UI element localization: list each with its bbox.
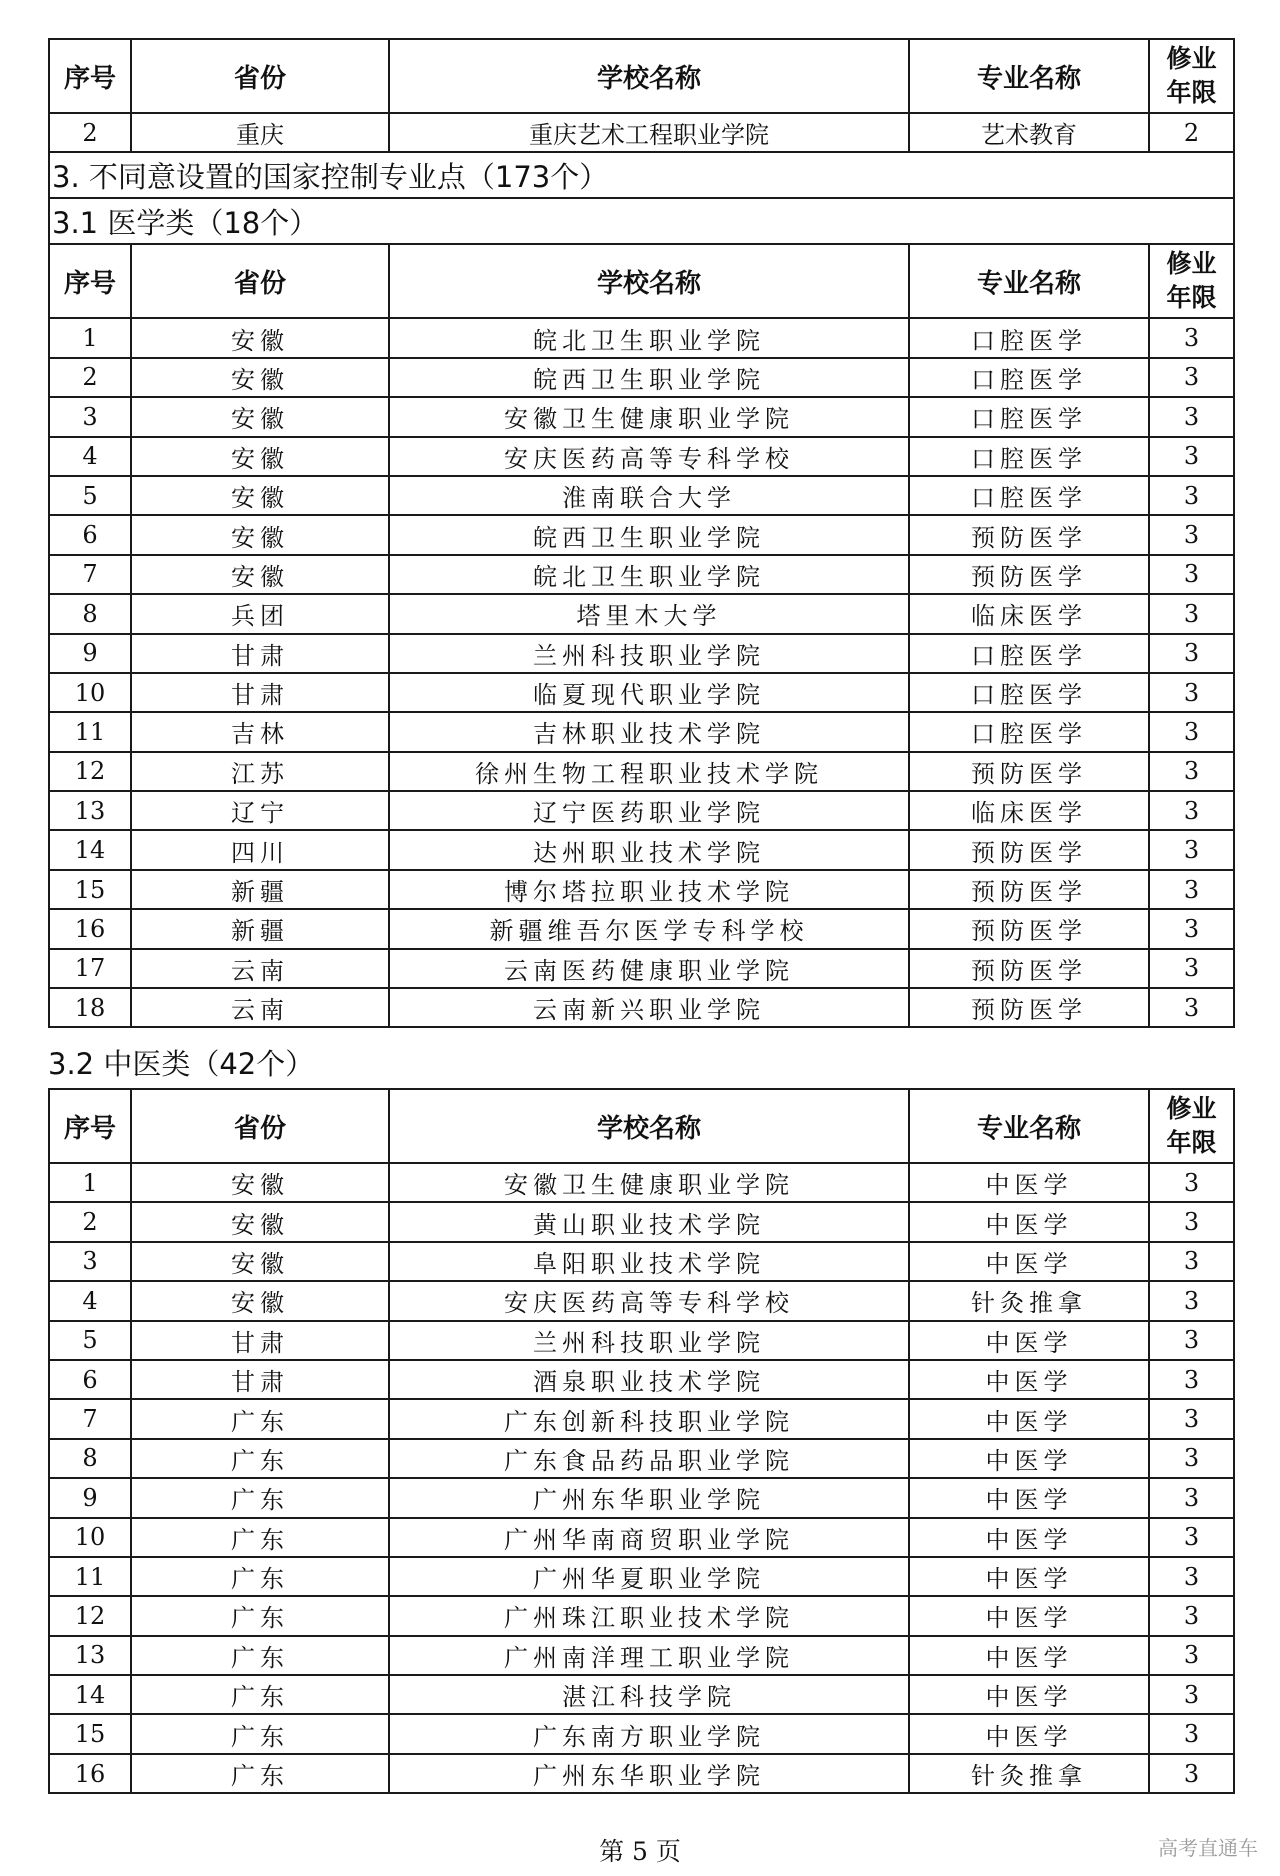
cell-major: 中医学 bbox=[909, 1478, 1149, 1517]
cell-province: 安徽 bbox=[131, 437, 389, 476]
header-school: 学校名称 bbox=[389, 1089, 909, 1163]
table-row bbox=[49, 752, 1234, 791]
cell-school: 徐州生物工程职业技术学院 bbox=[389, 752, 909, 791]
cell-no: 8 bbox=[49, 1439, 131, 1478]
cell-school: 广州东华职业学院 bbox=[389, 1754, 909, 1793]
cell-no: 17 bbox=[49, 949, 131, 988]
table-row bbox=[49, 673, 1234, 712]
cell-years: 3 bbox=[1149, 1596, 1234, 1635]
cell-no: 1 bbox=[49, 318, 131, 357]
cell-years: 3 bbox=[1149, 1439, 1234, 1478]
cell-school: 辽宁医药职业学院 bbox=[389, 791, 909, 830]
cell-years: 3 bbox=[1149, 830, 1234, 869]
cell-school: 广州华南商贸职业学院 bbox=[389, 1518, 909, 1557]
header-major: 专业名称 bbox=[909, 244, 1149, 318]
table-row bbox=[49, 1439, 1234, 1478]
cell-major: 中医学 bbox=[909, 1518, 1149, 1557]
cell-major: 预防医学 bbox=[909, 752, 1149, 791]
cell-major: 口腔医学 bbox=[909, 318, 1149, 357]
cell-years: 3 bbox=[1149, 1281, 1234, 1320]
cell-years: 3 bbox=[1149, 712, 1234, 751]
cell-school: 皖北卫生职业学院 bbox=[389, 318, 909, 357]
cell-no: 15 bbox=[49, 870, 131, 909]
table-row bbox=[49, 1321, 1234, 1360]
cell-province: 安徽 bbox=[131, 515, 389, 554]
cell-school: 兰州科技职业学院 bbox=[389, 634, 909, 673]
cell-school: 新疆维吾尔医学专科学校 bbox=[389, 909, 909, 948]
cell-province: 安徽 bbox=[131, 358, 389, 397]
cell-province: 广东 bbox=[131, 1675, 389, 1714]
cell-no: 5 bbox=[49, 476, 131, 515]
header-years: 修业 年限 bbox=[1149, 244, 1234, 318]
cell-school: 云南新兴职业学院 bbox=[389, 988, 909, 1027]
cell-major: 预防医学 bbox=[909, 515, 1149, 554]
cell-no: 1 bbox=[49, 1163, 131, 1202]
cell-years: 3 bbox=[1149, 673, 1234, 712]
cell-province: 安徽 bbox=[131, 1281, 389, 1320]
cell-no: 6 bbox=[49, 1360, 131, 1399]
cell-years: 3 bbox=[1149, 791, 1234, 830]
cell-major: 针灸推拿 bbox=[909, 1754, 1149, 1793]
cell-years: 3 bbox=[1149, 1163, 1234, 1202]
cell-school: 广东创新科技职业学院 bbox=[389, 1399, 909, 1438]
cell-years: 3 bbox=[1149, 1399, 1234, 1438]
cell-years: 3 bbox=[1149, 988, 1234, 1027]
cell-province: 安徽 bbox=[131, 318, 389, 357]
cell-major: 预防医学 bbox=[909, 555, 1149, 594]
table-row bbox=[49, 1202, 1234, 1241]
cell-province: 广东 bbox=[131, 1636, 389, 1675]
table-row bbox=[49, 634, 1234, 673]
table-row bbox=[49, 988, 1234, 1027]
table-row bbox=[49, 1636, 1234, 1675]
cell-province: 广东 bbox=[131, 1399, 389, 1438]
cell-no: 3 bbox=[49, 1242, 131, 1281]
cell-years: 3 bbox=[1149, 1478, 1234, 1517]
table-row bbox=[49, 1596, 1234, 1635]
cell-major: 中医学 bbox=[909, 1360, 1149, 1399]
cell-years: 3 bbox=[1149, 870, 1234, 909]
header-province: 省份 bbox=[131, 244, 389, 318]
cell-school: 广东南方职业学院 bbox=[389, 1714, 909, 1753]
header-school: 学校名称 bbox=[389, 39, 909, 113]
cell-major: 中医学 bbox=[909, 1202, 1149, 1241]
table-row bbox=[49, 1754, 1234, 1793]
cell-years: 3 bbox=[1149, 634, 1234, 673]
table-row bbox=[49, 909, 1234, 948]
cell-province: 新疆 bbox=[131, 870, 389, 909]
cell-no: 12 bbox=[49, 752, 131, 791]
table-row bbox=[49, 1281, 1234, 1320]
cell-years: 3 bbox=[1149, 1714, 1234, 1753]
table-row bbox=[49, 318, 1234, 357]
cell-province: 广东 bbox=[131, 1478, 389, 1517]
table-row bbox=[49, 1557, 1234, 1596]
cell-school: 广州南洋理工职业学院 bbox=[389, 1636, 909, 1675]
header-no: 序号 bbox=[49, 1089, 131, 1163]
table-header-row bbox=[49, 1089, 1234, 1163]
cell-years: 3 bbox=[1149, 1321, 1234, 1360]
cell-years: 3 bbox=[1149, 909, 1234, 948]
cell-no: 10 bbox=[49, 1518, 131, 1557]
cell-province: 新疆 bbox=[131, 909, 389, 948]
table-row bbox=[49, 1242, 1234, 1281]
header-years: 修业 年限 bbox=[1149, 39, 1234, 113]
cell-no: 13 bbox=[49, 1636, 131, 1675]
cell-years: 3 bbox=[1149, 318, 1234, 357]
cell-school: 广东食品药品职业学院 bbox=[389, 1439, 909, 1478]
table-row bbox=[49, 1518, 1234, 1557]
cell-years: 3 bbox=[1149, 476, 1234, 515]
section-3-1-title: 3.1 医学类（18个） bbox=[49, 198, 1234, 244]
table-row bbox=[49, 712, 1234, 751]
table-row bbox=[49, 476, 1234, 515]
cell-no: 14 bbox=[49, 1675, 131, 1714]
cell-no: 7 bbox=[49, 555, 131, 594]
cell-major: 口腔医学 bbox=[909, 437, 1149, 476]
cell-school: 广州珠江职业技术学院 bbox=[389, 1596, 909, 1635]
cell-years: 3 bbox=[1149, 555, 1234, 594]
cell-province: 四川 bbox=[131, 830, 389, 869]
header-major: 专业名称 bbox=[909, 1089, 1149, 1163]
table-header-row bbox=[49, 244, 1234, 318]
cell-no: 6 bbox=[49, 515, 131, 554]
cell-major: 中医学 bbox=[909, 1675, 1149, 1714]
table-row bbox=[49, 594, 1234, 633]
cell-major: 口腔医学 bbox=[909, 634, 1149, 673]
watermark: 高考直通车 bbox=[1158, 1836, 1258, 1860]
cell-school: 安庆医药高等专科学校 bbox=[389, 1281, 909, 1320]
medical-table bbox=[48, 38, 1235, 1028]
cell-major: 中医学 bbox=[909, 1399, 1149, 1438]
cell-years: 3 bbox=[1149, 437, 1234, 476]
cell-major: 预防医学 bbox=[909, 988, 1149, 1027]
cell-province: 广东 bbox=[131, 1596, 389, 1635]
cell-major: 预防医学 bbox=[909, 909, 1149, 948]
cell-no: 9 bbox=[49, 634, 131, 673]
cell-province: 兵团 bbox=[131, 594, 389, 633]
table-row bbox=[49, 1675, 1234, 1714]
header-school: 学校名称 bbox=[389, 244, 909, 318]
cell-years: 3 bbox=[1149, 752, 1234, 791]
cell-school: 酒泉职业技术学院 bbox=[389, 1360, 909, 1399]
cell-years: 3 bbox=[1149, 358, 1234, 397]
cell-province: 甘肃 bbox=[131, 673, 389, 712]
cell-major: 口腔医学 bbox=[909, 476, 1149, 515]
cell-no: 12 bbox=[49, 1596, 131, 1635]
cell-no: 3 bbox=[49, 397, 131, 436]
cell-province: 广东 bbox=[131, 1714, 389, 1753]
cell-province: 重庆 bbox=[131, 113, 389, 152]
cell-school: 达州职业技术学院 bbox=[389, 830, 909, 869]
table-row bbox=[49, 113, 1234, 152]
cell-major: 中医学 bbox=[909, 1714, 1149, 1753]
cell-school: 皖北卫生职业学院 bbox=[389, 555, 909, 594]
cell-years: 3 bbox=[1149, 515, 1234, 554]
cell-no: 2 bbox=[49, 358, 131, 397]
cell-years: 2 bbox=[1149, 113, 1234, 152]
cell-no: 7 bbox=[49, 1399, 131, 1438]
cell-years: 3 bbox=[1149, 949, 1234, 988]
header-major: 专业名称 bbox=[909, 39, 1149, 113]
cell-major: 中医学 bbox=[909, 1557, 1149, 1596]
cell-province: 云南 bbox=[131, 949, 389, 988]
table-row bbox=[49, 1360, 1234, 1399]
cell-major: 艺术教育 bbox=[909, 113, 1149, 152]
cell-major: 口腔医学 bbox=[909, 673, 1149, 712]
cell-province: 安徽 bbox=[131, 555, 389, 594]
cell-major: 口腔医学 bbox=[909, 712, 1149, 751]
cell-major: 中医学 bbox=[909, 1242, 1149, 1281]
cell-years: 3 bbox=[1149, 1557, 1234, 1596]
cell-major: 临床医学 bbox=[909, 791, 1149, 830]
cell-no: 2 bbox=[49, 1202, 131, 1241]
cell-school: 安徽卫生健康职业学院 bbox=[389, 397, 909, 436]
cell-province: 安徽 bbox=[131, 1242, 389, 1281]
cell-province: 云南 bbox=[131, 988, 389, 1027]
section-title-row bbox=[49, 198, 1234, 244]
header-no: 序号 bbox=[49, 244, 131, 318]
cell-major: 临床医学 bbox=[909, 594, 1149, 633]
cell-school: 阜阳职业技术学院 bbox=[389, 1242, 909, 1281]
cell-school: 皖西卫生职业学院 bbox=[389, 515, 909, 554]
cell-province: 甘肃 bbox=[131, 1321, 389, 1360]
cell-major: 预防医学 bbox=[909, 949, 1149, 988]
cell-no: 8 bbox=[49, 594, 131, 633]
table-row bbox=[49, 515, 1234, 554]
header-province: 省份 bbox=[131, 1089, 389, 1163]
cell-school: 云南医药健康职业学院 bbox=[389, 949, 909, 988]
cell-province: 甘肃 bbox=[131, 1360, 389, 1399]
cell-school: 重庆艺术工程职业学院 bbox=[389, 113, 909, 152]
table-header-row bbox=[49, 39, 1234, 113]
table-row bbox=[49, 1714, 1234, 1753]
cell-no: 10 bbox=[49, 673, 131, 712]
cell-major: 中医学 bbox=[909, 1596, 1149, 1635]
table-row bbox=[49, 358, 1234, 397]
table-row bbox=[49, 437, 1234, 476]
cell-school: 塔里木大学 bbox=[389, 594, 909, 633]
cell-major: 针灸推拿 bbox=[909, 1281, 1149, 1320]
cell-no: 16 bbox=[49, 909, 131, 948]
cell-no: 4 bbox=[49, 1281, 131, 1320]
cell-province: 吉林 bbox=[131, 712, 389, 751]
cell-major: 口腔医学 bbox=[909, 397, 1149, 436]
cell-school: 淮南联合大学 bbox=[389, 476, 909, 515]
cell-no: 13 bbox=[49, 791, 131, 830]
cell-major: 中医学 bbox=[909, 1636, 1149, 1675]
cell-no: 5 bbox=[49, 1321, 131, 1360]
table-row bbox=[49, 397, 1234, 436]
cell-province: 辽宁 bbox=[131, 791, 389, 830]
cell-no: 11 bbox=[49, 1557, 131, 1596]
cell-school: 吉林职业技术学院 bbox=[389, 712, 909, 751]
cell-major: 中医学 bbox=[909, 1439, 1149, 1478]
cell-no: 15 bbox=[49, 1714, 131, 1753]
tcm-table bbox=[48, 1088, 1235, 1794]
cell-years: 3 bbox=[1149, 397, 1234, 436]
cell-years: 3 bbox=[1149, 1360, 1234, 1399]
cell-years: 3 bbox=[1149, 1675, 1234, 1714]
cell-years: 3 bbox=[1149, 1242, 1234, 1281]
section-title-row bbox=[49, 152, 1234, 198]
cell-major: 预防医学 bbox=[909, 830, 1149, 869]
cell-province: 安徽 bbox=[131, 476, 389, 515]
cell-no: 11 bbox=[49, 712, 131, 751]
cell-province: 江苏 bbox=[131, 752, 389, 791]
cell-years: 3 bbox=[1149, 594, 1234, 633]
cell-no: 16 bbox=[49, 1754, 131, 1793]
table-row bbox=[49, 870, 1234, 909]
cell-school: 广州华夏职业学院 bbox=[389, 1557, 909, 1596]
cell-major: 口腔医学 bbox=[909, 358, 1149, 397]
cell-province: 广东 bbox=[131, 1557, 389, 1596]
page-number: 第 5 页 bbox=[599, 1837, 681, 1866]
cell-province: 广东 bbox=[131, 1518, 389, 1557]
cell-years: 3 bbox=[1149, 1202, 1234, 1241]
cell-school: 黄山职业技术学院 bbox=[389, 1202, 909, 1241]
section-3-title: 3. 不同意设置的国家控制专业点（173个） bbox=[49, 152, 1234, 198]
cell-school: 临夏现代职业学院 bbox=[389, 673, 909, 712]
table-row bbox=[49, 791, 1234, 830]
cell-school: 博尔塔拉职业技术学院 bbox=[389, 870, 909, 909]
cell-province: 安徽 bbox=[131, 397, 389, 436]
cell-school: 兰州科技职业学院 bbox=[389, 1321, 909, 1360]
table-row bbox=[49, 830, 1234, 869]
cell-province: 广东 bbox=[131, 1754, 389, 1793]
header-years: 修业 年限 bbox=[1149, 1089, 1234, 1163]
cell-no: 2 bbox=[49, 113, 131, 152]
section-3-2-title: 3.2 中医类（42个） bbox=[48, 1047, 315, 1081]
cell-province: 安徽 bbox=[131, 1202, 389, 1241]
cell-school: 安徽卫生健康职业学院 bbox=[389, 1163, 909, 1202]
cell-years: 3 bbox=[1149, 1636, 1234, 1675]
table-row bbox=[49, 555, 1234, 594]
table-row bbox=[49, 1478, 1234, 1517]
cell-school: 安庆医药高等专科学校 bbox=[389, 437, 909, 476]
cell-major: 中医学 bbox=[909, 1321, 1149, 1360]
cell-years: 3 bbox=[1149, 1518, 1234, 1557]
cell-no: 14 bbox=[49, 830, 131, 869]
cell-province: 甘肃 bbox=[131, 634, 389, 673]
cell-major: 预防医学 bbox=[909, 870, 1149, 909]
cell-school: 皖西卫生职业学院 bbox=[389, 358, 909, 397]
cell-province: 安徽 bbox=[131, 1163, 389, 1202]
cell-no: 18 bbox=[49, 988, 131, 1027]
cell-years: 3 bbox=[1149, 1754, 1234, 1793]
header-province: 省份 bbox=[131, 39, 389, 113]
table-row bbox=[49, 1163, 1234, 1202]
cell-school: 广州东华职业学院 bbox=[389, 1478, 909, 1517]
cell-province: 广东 bbox=[131, 1439, 389, 1478]
cell-no: 4 bbox=[49, 437, 131, 476]
table-row bbox=[49, 949, 1234, 988]
cell-no: 9 bbox=[49, 1478, 131, 1517]
cell-school: 湛江科技学院 bbox=[389, 1675, 909, 1714]
cell-major: 中医学 bbox=[909, 1163, 1149, 1202]
table-row bbox=[49, 1399, 1234, 1438]
header-no: 序号 bbox=[49, 39, 131, 113]
